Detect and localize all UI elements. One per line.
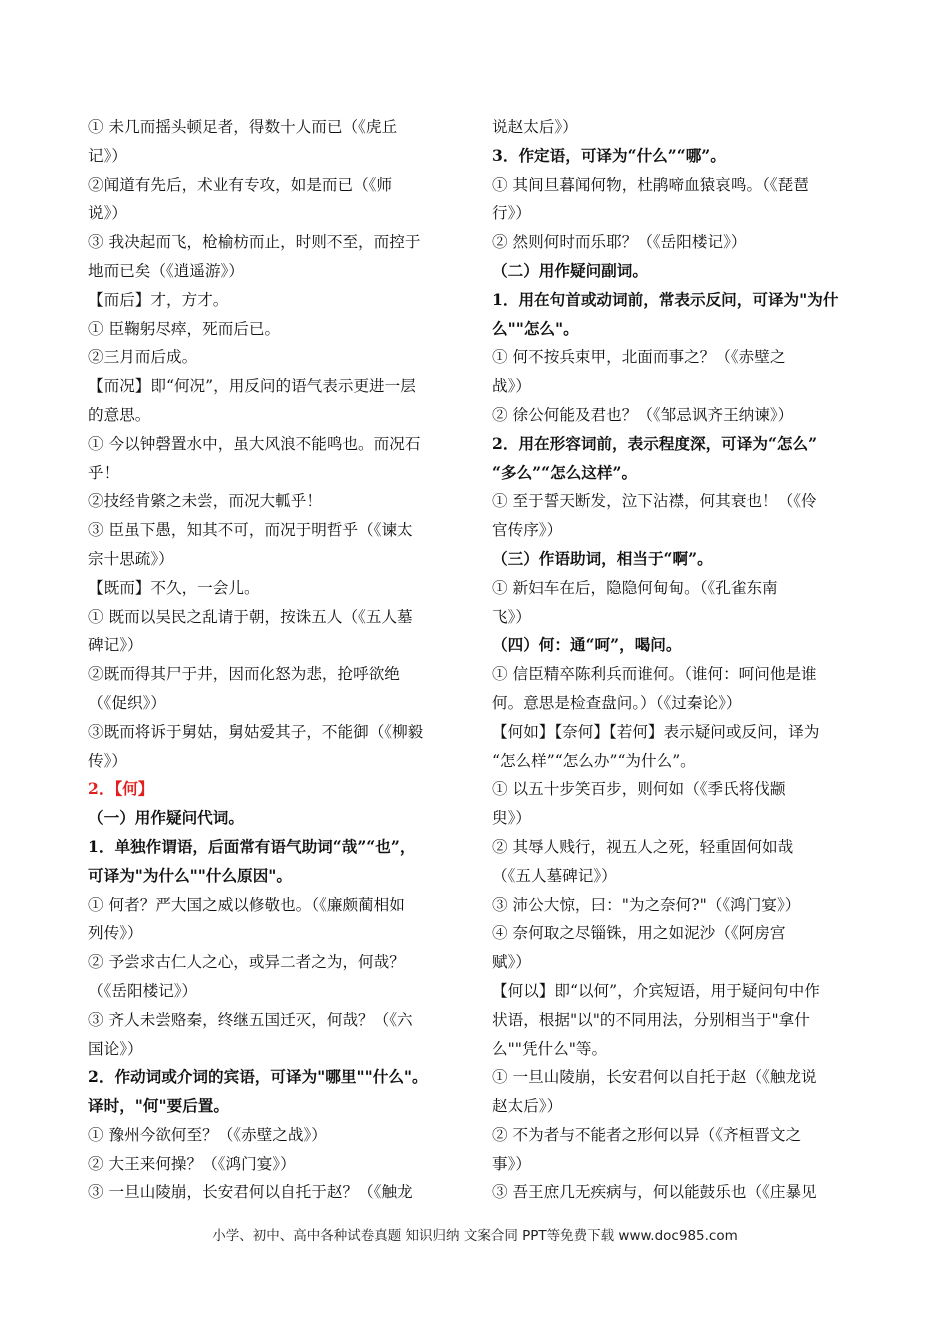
text-line: ③ 一旦山陵崩，长安君何以自托于赵？（《触龙 (88, 1183, 413, 1202)
text-line: 行》） (492, 204, 531, 223)
text-line: 说赵太后》） (492, 118, 578, 136)
text-line: 【而况】即“何况”，用反问的语气表示更进一层 (88, 377, 416, 396)
text-line: 何。意思是检查盘问。）（《过秦论》） (492, 693, 742, 712)
text-line: ① 信臣精卒陈利兵而谁何。（谁何：呵问他是谁 (492, 665, 817, 684)
text-line: 战》） (492, 377, 531, 396)
text-line: 【何如】【奈何】【若何】表示疑问或反问，译为 (492, 722, 820, 741)
text-line: 碑记》） (88, 636, 143, 655)
text-line: ① 何不按兵束甲，北面而事之？（《赤壁之 (492, 348, 786, 367)
text-line: 赋》） (492, 953, 531, 972)
text-line: （《促织》） (88, 693, 166, 712)
text-line: 状语，根据"以"的不同用法，分别相当于"拿什 (492, 1010, 810, 1029)
text-line: 事》） (492, 1154, 531, 1173)
text-line: ②闻道有先后，术业有专攻，如是而已（《师 (88, 175, 393, 194)
text-line: （三）作语助词，相当于“啊”。 (492, 548, 713, 568)
text-line: 臾》） (492, 809, 531, 828)
text-line: （一）用作疑问代词。 (88, 808, 244, 828)
text-line: 的意思。 (88, 405, 151, 424)
text-line: 记》） (88, 146, 127, 165)
text-line: （《岳阳楼记》） (88, 981, 198, 1000)
text-line: ② 然则何时而乐耶？（《岳阳楼记》） (492, 233, 747, 252)
text-line: ③ 齐人未尝赂秦，终继五国迁灭，何哉？（《六 (88, 1010, 413, 1029)
text-line: 赵太后》） (492, 1097, 563, 1116)
text-line: （四）何：通“呵”，喝问。 (492, 635, 682, 655)
text-line: 可译为"为什么""什么原因"。 (88, 865, 293, 885)
text-line: 2．【何】 (88, 779, 154, 799)
left-column (88, 113, 460, 1207)
text-line: （二）用作疑问副词。 (492, 260, 648, 280)
right-column (492, 113, 864, 1207)
text-line: “怎么样”“怎么办”“为什么”。 (492, 751, 696, 770)
text-line: 3．作定语，可译为“什么”“哪”。 (492, 145, 726, 165)
text-line: 译时，"何"要后置。 (88, 1096, 229, 1116)
text-line: ② 予尝求古仁人之心，或异二者之为，何哉？ (88, 953, 405, 972)
text-line: ② 其辱人贱行，视五人之死，轻重固何如哉 (492, 837, 794, 856)
text-line: （《五人墓碑记》） (492, 866, 617, 885)
text-line: 官传序》） (492, 521, 563, 540)
text-line: ① 臣鞠躬尽瘁，死而后已。 (88, 319, 281, 338)
text-line: 1．用在句首或动词前，常表示反问，可译为"为什 (492, 289, 839, 309)
text-line: ④ 奈何取之尽锱铢，用之如泥沙（《阿房宫 (492, 924, 786, 943)
text-line: ① 未几而摇头顿足者，得数十人而已（《虎丘 (88, 118, 398, 136)
text-line: ① 今以钟磬置水中，虽大风浪不能鸣也。而况石 (88, 434, 421, 453)
text-line: 说》） (88, 204, 127, 223)
text-line: ②技经肯綮之未尝，而况大軱乎！ (88, 492, 322, 511)
text-line: ① 豫州今欲何至？（《赤壁之战》） (88, 1125, 327, 1144)
text-line: ② 大王来何操？（《鸿门宴》） (88, 1154, 296, 1173)
text-line: ③ 沛公大惊，曰："为之奈何?"（《鸿门宴》） (492, 895, 801, 914)
text-line: ② 徐公何能及君也？（《邹忌讽齐王纳谏》） (492, 405, 794, 424)
text-line: ① 其间旦暮闻何物，杜鹃啼血猿哀鸣。（《琵琶 (492, 175, 809, 194)
text-line: 2．用在形容词前，表示程度深，可译为“怎么” (492, 433, 818, 453)
text-line: 地而已矣（《逍遥游》） (88, 261, 244, 280)
text-line: ②三月而后成。 (88, 348, 198, 367)
text-line: 【何以】即“以何”，介宾短语，用于疑问句中作 (492, 981, 820, 1000)
text-line: 【而后】才，方才。 (88, 290, 229, 309)
text-line: ① 何者？严大国之威以修敬也。（《廉颇蔺相如 (88, 895, 405, 914)
text-line: 么""怎么"。 (492, 318, 579, 338)
page-footer: 小学、初中、高中各种试卷真题 知识归纳 文案合同 PPT等免费下载 www.doc985.com (212, 1228, 738, 1244)
text-line: 国论》） (88, 1039, 143, 1058)
text-line: ③既而将诉于舅姑，舅姑爱其子，不能御（《柳毅 (88, 722, 424, 741)
text-line: ③ 臣虽下愚，知其不可，而况于明哲乎（《谏太 (88, 521, 413, 540)
text-line: 2．作动词或介词的宾语，可译为"哪里""什么"。 (88, 1067, 428, 1087)
text-line: ③ 吾王庶几无疾病与，何以能鼓乐也（《庄暴见 (492, 1183, 817, 1202)
text-line: 1．单独作谓语，后面常有语气助词“哉”“也”， (88, 836, 416, 856)
text-line: ② 不为者与不能者之形何以异（《齐桓晋文之 (492, 1125, 802, 1144)
text-line: ① 既而以吴民之乱请于朝，按诛五人（《五人墓 (88, 607, 413, 626)
text-line: 列传》） (88, 924, 143, 943)
text-line: ②既而得其尸于井，因而化怒为悲，抢呼欲绝 (88, 665, 400, 684)
text-line: ③ 我决起而飞，枪榆枋而止，时则不至，而控于 (88, 233, 421, 252)
text-line: “多么”“怎么这样”。 (492, 462, 638, 482)
text-line: 【既而】不久，一会儿。 (88, 578, 260, 597)
text-line: 飞》） (492, 607, 531, 626)
text-line: 传》） (88, 751, 127, 770)
text-line: 么""凭什么"等。 (492, 1039, 608, 1058)
text-line: 宗十思疏》） (88, 549, 174, 568)
text-line: ① 以五十步笑百步，则何如（《季氏将伐颛 (492, 780, 786, 799)
text-line: ① 一旦山陵崩，长安君何以自托于赵（《触龙说 (492, 1068, 817, 1087)
text-line: ① 至于誓天断发，泣下沾襟，何其衰也！（《伶 (492, 492, 817, 511)
text-line: ① 新妇车在后，隐隐何甸甸。（《孔雀东南 (492, 578, 778, 597)
text-line: 乎！ (88, 463, 120, 482)
